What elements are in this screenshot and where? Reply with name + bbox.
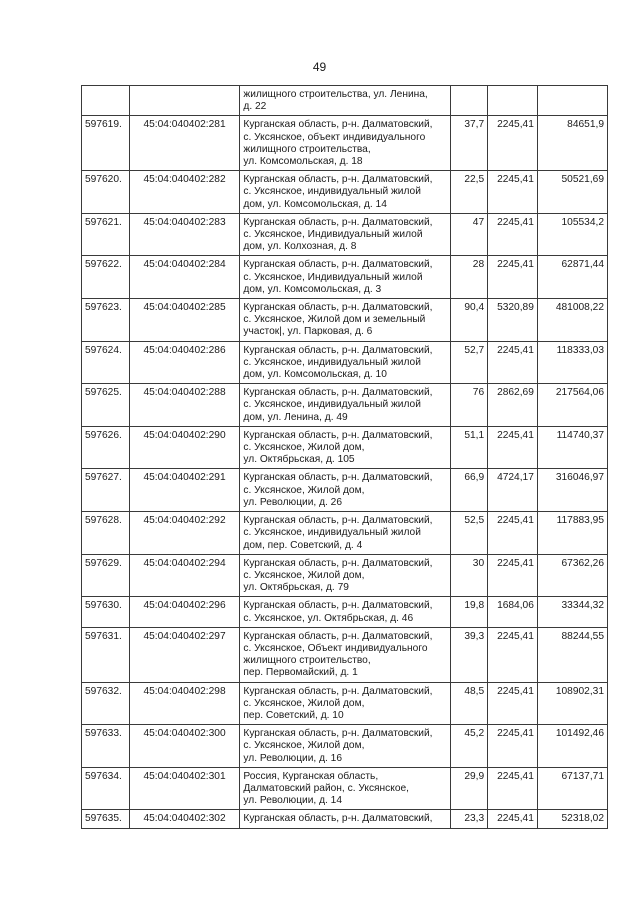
address-line: ул. Революции, д. 14	[243, 795, 343, 807]
area-cell: 45,2	[450, 725, 488, 768]
cadastral-number-cell: 45:04:040402:290	[129, 426, 240, 469]
page-number: 49	[312, 60, 327, 74]
address-cell	[240, 171, 450, 214]
table-row	[82, 299, 608, 342]
address-line: Россия, Курганская область,	[243, 770, 379, 782]
specific-value-cell: 2245,41	[488, 341, 538, 384]
address-line: с. Уксянское, индивидуальный жилой	[243, 356, 421, 368]
record-number-cell: 597631.	[82, 627, 130, 682]
cadastral-number-cell: 45:04:040402:284	[129, 256, 240, 299]
specific-value-cell: 2862,69	[488, 384, 538, 427]
cadastral-value-cell: 52318,02	[537, 810, 607, 828]
cadastral-number-cell: 45:04:040402:286	[129, 341, 240, 384]
address-line: ул. Революции, д. 26	[243, 496, 343, 508]
cadastral-number-cell: 45:04:040402:297	[129, 627, 240, 682]
record-number-cell: 597633.	[82, 725, 130, 768]
table-row	[82, 86, 608, 116]
specific-value-cell: 2245,41	[488, 116, 538, 171]
table-row	[82, 682, 608, 725]
cadastral-number-cell: 45:04:040402:282	[129, 171, 240, 214]
area-cell: 76	[450, 384, 488, 427]
specific-value-cell: 4724,17	[488, 469, 538, 512]
table-row	[82, 256, 608, 299]
address-line: Курганская область, р-н. Далматовский,	[243, 387, 433, 399]
cadastral-value-cell: 101492,46	[537, 725, 607, 768]
address-line: жилищного строительство,	[243, 655, 371, 667]
table-row	[82, 597, 608, 627]
address-line: с. Уксянское, Жилой дом,	[243, 697, 365, 709]
specific-value-cell	[488, 86, 538, 116]
address-line: Курганская область, р-н. Далматовский,	[243, 600, 433, 612]
address-line: Курганская область, р-н. Далматовский,	[243, 515, 433, 527]
cadastral-value-cell: 33344,32	[537, 597, 607, 627]
address-line: жилищного строительства, ул. Ленина,	[243, 89, 428, 100]
address-cell	[240, 256, 450, 299]
cadastral-value-cell: 88244,55	[537, 627, 607, 682]
area-cell: 51,1	[450, 426, 488, 469]
cadastral-value-cell: 217564,06	[537, 384, 607, 427]
address-cell	[240, 597, 450, 627]
area-cell: 52,5	[450, 512, 488, 555]
record-number-cell: 597619.	[82, 116, 130, 171]
cadastral-number-cell: 45:04:040402:285	[129, 299, 240, 342]
cadastral-value-cell: 316046,97	[537, 469, 607, 512]
address-cell	[240, 810, 450, 828]
record-number-cell: 597621.	[82, 213, 130, 256]
address-line: дом, ул. Комсомольская, д. 10	[243, 369, 387, 381]
address-line: Курганская область, р-н. Далматовский,	[243, 630, 433, 642]
address-cell	[240, 116, 450, 171]
table-row	[82, 767, 608, 810]
area-cell: 37,7	[450, 116, 488, 171]
address-line: с. Уксянское, Жилой дом,	[243, 740, 365, 752]
cadastral-number-cell	[129, 86, 240, 116]
address-line: Курганская область, р-н. Далматовский,	[243, 429, 433, 441]
specific-value-cell: 2245,41	[488, 554, 538, 597]
address-line: с. Уксянское, Объект индивидуального	[243, 642, 428, 654]
address-cell	[240, 725, 450, 768]
address-line: с. Уксянское, Индивидуальный жилой	[243, 271, 423, 283]
record-number-cell: 597627.	[82, 469, 130, 512]
cadastral-number-cell: 45:04:040402:296	[129, 597, 240, 627]
cadastral-value-cell: 84651,9	[537, 116, 607, 171]
address-line: ул. Комсомольская, д. 18	[243, 156, 363, 168]
specific-value-cell: 5320,89	[488, 299, 538, 342]
table-body	[82, 86, 608, 829]
address-line: с. Уксянское, Жилой дом и земельный	[243, 314, 426, 326]
cadastral-value-cell: 108902,31	[537, 682, 607, 725]
record-number-cell	[82, 86, 130, 116]
cadastral-number-cell: 45:04:040402:301	[129, 767, 240, 810]
address-cell	[240, 512, 450, 555]
address-line: с. Уксянское, объект индивидуального	[243, 131, 426, 143]
cadastral-value-cell: 67362,26	[537, 554, 607, 597]
record-number-cell: 597635.	[82, 810, 130, 828]
cadastral-number-cell: 45:04:040402:281	[129, 116, 240, 171]
address-line: с. Уксянское, индивидуальный жилой	[243, 399, 421, 411]
record-number-cell: 597625.	[82, 384, 130, 427]
specific-value-cell: 2245,41	[488, 682, 538, 725]
area-cell: 47	[450, 213, 488, 256]
address-line: с. Уксянское, индивидуальный жилой	[243, 527, 421, 539]
table-row	[82, 810, 608, 828]
address-line: ул. Октябрьская, д. 79	[243, 582, 349, 594]
address-line: Курганская область, р-н. Далматовский,	[243, 302, 433, 314]
address-cell	[240, 469, 450, 512]
address-line: Курганская область, р-н. Далматовский,	[243, 685, 433, 697]
specific-value-cell: 2245,41	[488, 213, 538, 256]
cadastral-value-cell: 481008,22	[537, 299, 607, 342]
area-cell	[450, 86, 488, 116]
area-cell: 22,5	[450, 171, 488, 214]
address-line: с. Уксянское, Индивидуальный жилой	[243, 229, 423, 241]
address-line: д. 22	[243, 101, 267, 113]
cadastral-value-cell	[537, 86, 607, 116]
address-line: ул. Революции, д. 16	[243, 752, 343, 764]
cadastral-value-cell: 50521,69	[537, 171, 607, 214]
area-cell: 90,4	[450, 299, 488, 342]
cadastral-value-cell: 114740,37	[537, 426, 607, 469]
address-cell	[240, 384, 450, 427]
specific-value-cell: 2245,41	[488, 767, 538, 810]
cadastral-value-cell: 118333,03	[537, 341, 607, 384]
table-row	[82, 171, 608, 214]
table-row	[82, 512, 608, 555]
address-cell	[240, 299, 450, 342]
address-line: с. Уксянское, индивидуальный жилой	[243, 186, 421, 198]
address-cell	[240, 627, 450, 682]
address-line: дом, пер. Советский, д. 4	[243, 539, 363, 551]
address-line: Курганская область, р-н. Далматовский,	[243, 259, 433, 271]
address-line: дом, ул. Колхозная, д. 8	[243, 241, 357, 253]
address-line: жилищного строительства,	[243, 143, 371, 155]
area-cell: 48,5	[450, 682, 488, 725]
address-line: Курганская область, р-н. Далматовский,	[243, 728, 433, 740]
table-row	[82, 384, 608, 427]
cadastral-number-cell: 45:04:040402:291	[129, 469, 240, 512]
specific-value-cell: 2245,41	[488, 810, 538, 828]
cadastral-number-cell: 45:04:040402:298	[129, 682, 240, 725]
area-cell: 66,9	[450, 469, 488, 512]
address-line: с. Уксянское, ул. Октябрьская, д. 46	[243, 612, 414, 624]
address-line: с. Уксянское, Жилой дом,	[243, 569, 365, 581]
address-line: участок|, ул. Парковая, д. 6	[243, 326, 373, 338]
area-cell: 19,8	[450, 597, 488, 627]
record-number-cell: 597620.	[82, 171, 130, 214]
cadastral-value-cell: 62871,44	[537, 256, 607, 299]
address-line: пер. Советский, д. 10	[243, 709, 344, 721]
table-row	[82, 116, 608, 171]
table-row	[82, 469, 608, 512]
address-line: Курганская область, р-н. Далматовский,	[243, 174, 433, 186]
address-cell	[240, 682, 450, 725]
address-line: с. Уксянское, Жилой дом,	[243, 442, 365, 454]
table-row	[82, 554, 608, 597]
cadastral-number-cell: 45:04:040402:283	[129, 213, 240, 256]
specific-value-cell: 2245,41	[488, 426, 538, 469]
area-cell: 29,9	[450, 767, 488, 810]
specific-value-cell: 2245,41	[488, 171, 538, 214]
cadastral-value-cell: 117883,95	[537, 512, 607, 555]
cadastral-number-cell: 45:04:040402:294	[129, 554, 240, 597]
specific-value-cell: 2245,41	[488, 627, 538, 682]
table-row	[82, 627, 608, 682]
record-number-cell: 597629.	[82, 554, 130, 597]
record-number-cell: 597632.	[82, 682, 130, 725]
address-line: Курганская область, р-н. Далматовский,	[243, 119, 433, 131]
address-line: Курганская область, р-н. Далматовский,	[243, 216, 433, 228]
address-line: Курганская область, р-н. Далматовский,	[243, 472, 433, 484]
address-line: Курганская область, р-н. Далматовский,	[243, 813, 433, 825]
address-line: дом, ул. Ленина, д. 49	[243, 411, 348, 423]
area-cell: 28	[450, 256, 488, 299]
address-cell	[240, 213, 450, 256]
cadastral-value-cell: 105534,2	[537, 213, 607, 256]
record-number-cell: 597634.	[82, 767, 130, 810]
specific-value-cell: 2245,41	[488, 256, 538, 299]
address-cell	[240, 86, 450, 116]
address-line: Курганская область, р-н. Далматовский,	[243, 557, 433, 569]
address-line: дом, ул. Комсомольская, д. 3	[243, 283, 382, 295]
address-line: ул. Октябрьская, д. 105	[243, 454, 355, 466]
table-row	[82, 725, 608, 768]
property-registry-table	[81, 85, 608, 829]
address-cell	[240, 767, 450, 810]
address-line: дом, ул. Комсомольская, д. 14	[243, 198, 387, 210]
cadastral-number-cell: 45:04:040402:292	[129, 512, 240, 555]
area-cell: 39,3	[450, 627, 488, 682]
record-number-cell: 597630.	[82, 597, 130, 627]
specific-value-cell: 2245,41	[488, 725, 538, 768]
address-cell	[240, 554, 450, 597]
record-number-cell: 597623.	[82, 299, 130, 342]
record-number-cell: 597624.	[82, 341, 130, 384]
address-cell	[240, 341, 450, 384]
address-line: с. Уксянское, Жилой дом,	[243, 484, 365, 496]
area-cell: 23,3	[450, 810, 488, 828]
address-line: пер. Первомайский, д. 1	[243, 667, 358, 679]
record-number-cell: 597622.	[82, 256, 130, 299]
table-row	[82, 213, 608, 256]
cadastral-number-cell: 45:04:040402:302	[129, 810, 240, 828]
table-row	[82, 341, 608, 384]
table-row	[82, 426, 608, 469]
address-line: Курганская область, р-н. Далматовский,	[243, 344, 433, 356]
cadastral-value-cell: 67137,71	[537, 767, 607, 810]
address-line: Далматовский район, с. Уксянское,	[243, 782, 410, 794]
specific-value-cell: 2245,41	[488, 512, 538, 555]
cadastral-number-cell: 45:04:040402:300	[129, 725, 240, 768]
record-number-cell: 597628.	[82, 512, 130, 555]
specific-value-cell: 1684,06	[488, 597, 538, 627]
address-cell	[240, 426, 450, 469]
cadastral-number-cell: 45:04:040402:288	[129, 384, 240, 427]
area-cell: 52,7	[450, 341, 488, 384]
area-cell: 30	[450, 554, 488, 597]
record-number-cell: 597626.	[82, 426, 130, 469]
